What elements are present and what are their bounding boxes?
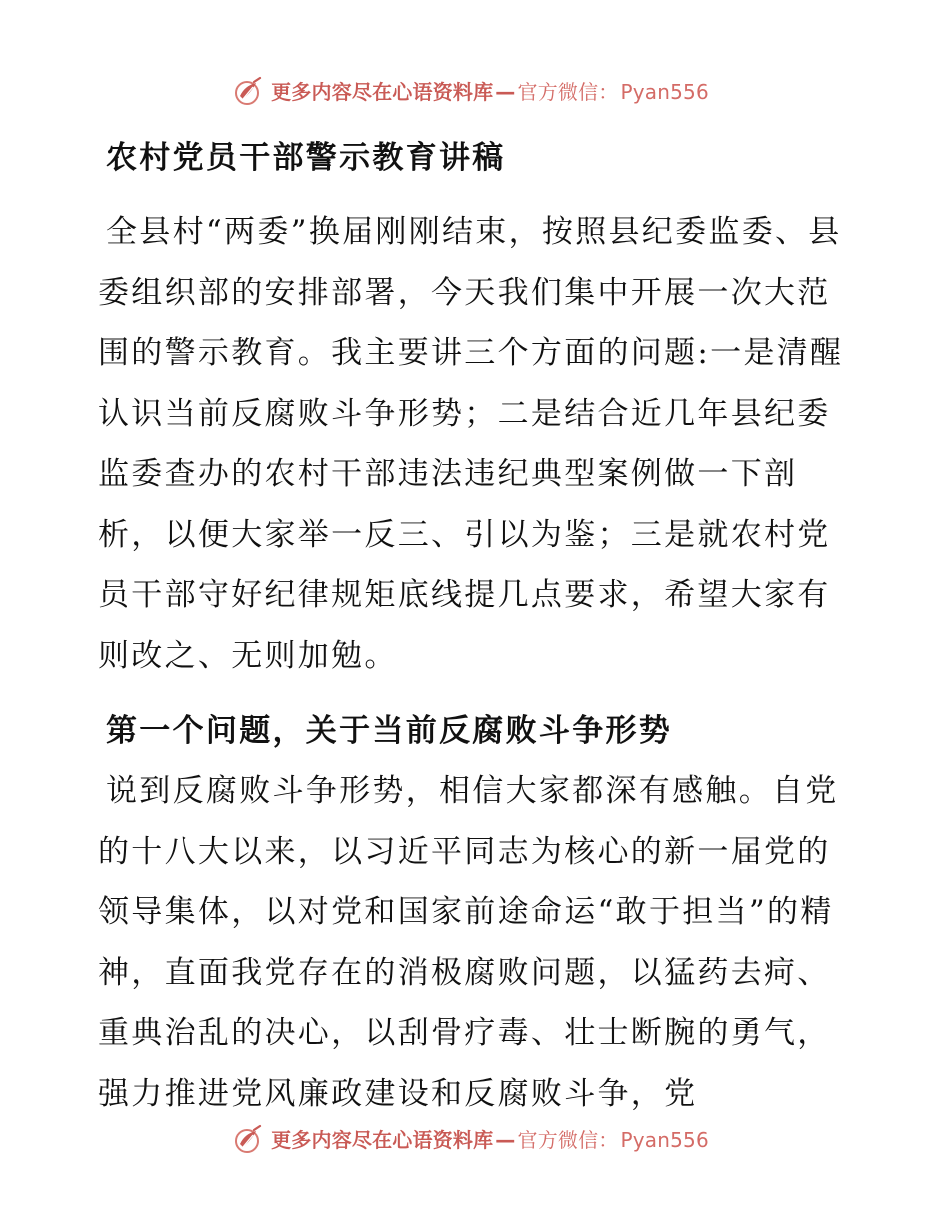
footer-banner [0, 1118, 950, 1162]
header-banner-text [271, 82, 709, 102]
section-heading-1: 第一个问题，关于当前反腐败斗争形势 [106, 712, 673, 749]
header-banner-subtext: 官方微信： [517, 80, 619, 104]
document-title: 农村党员干部警示教育讲稿 [106, 140, 506, 176]
intro-paragraph: 全县村“两委”换届刚刚结束，按照县纪委监委、县委组织部的安排部署，今天我们集中开展一次大范围的警示教育。我主要讲三个方面的问题:一是清醒认识当前反腐败斗争形势；二是结合近几年县纪委监委查办的农村干部违法违纪典型案例做一下剖析，以便大家举一反三、引以为鉴；三是就农村党员干部守好纪律规矩底线提几点要求，希望大家有则改之、无则加勉。 [98, 214, 844, 674]
header-banner-title: 更多内容尽在心语资料库 [271, 80, 494, 104]
header-banner-handle: Pyan556 [620, 80, 709, 104]
footer-banner-text [271, 1130, 709, 1150]
footer-banner-content [231, 1123, 709, 1157]
header-banner-dash: — [495, 80, 516, 104]
section-1-paragraph: 说到反腐败斗争形势，相信大家都深有感触。自党的十八大以来，以习近平同志为核心的新一届党的领导集体，以对党和国家前途命运“敢于担当”的精神，直面我党存在的消极腐败问题，以猛药去疴、重典治乱的决心，以刮骨疗毒、壮士断腕的勇气，强力推进党风廉政建设和反腐败斗争，党 [98, 773, 839, 1112]
header-banner [0, 70, 950, 114]
footer-banner-dash: — [495, 1128, 516, 1152]
footer-banner-handle: Pyan556 [620, 1128, 709, 1152]
footer-banner-subtext: 官方微信： [517, 1128, 619, 1152]
leaf-pen-logo-icon [231, 1123, 265, 1157]
document-content [98, 128, 858, 1124]
footer-banner-title: 更多内容尽在心语资料库 [271, 1128, 494, 1152]
leaf-pen-logo-icon [231, 75, 265, 109]
header-banner-content [231, 75, 709, 109]
